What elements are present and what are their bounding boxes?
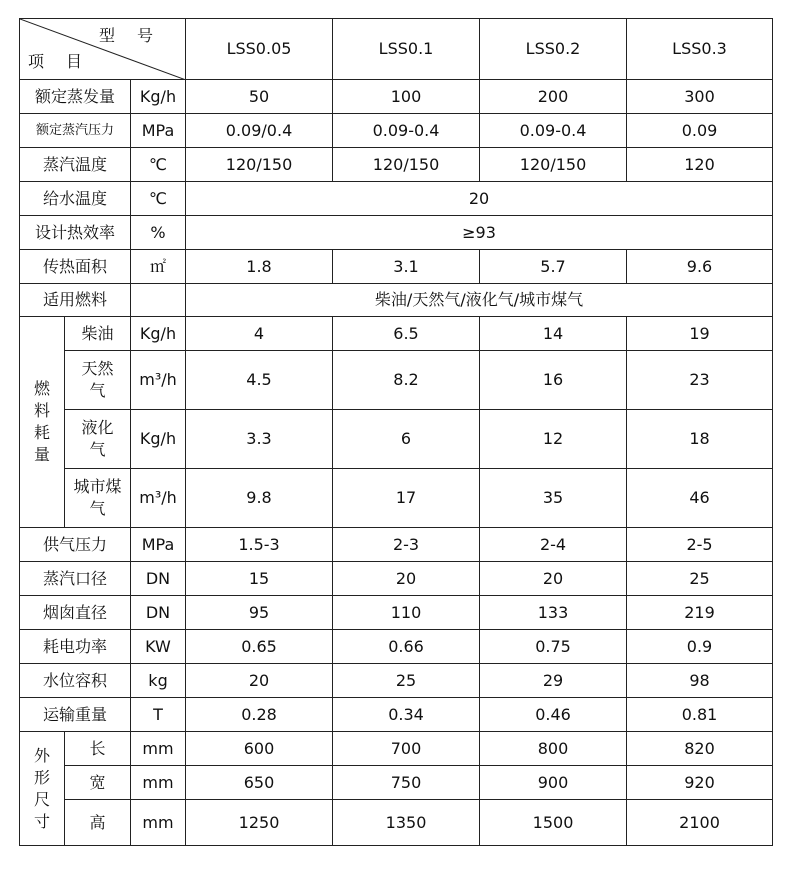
row-unit: % — [131, 216, 186, 250]
fuel-group-text: 燃料耗量 — [33, 379, 50, 464]
row-unit: mm — [131, 766, 186, 800]
row-unit: Kg/h — [131, 410, 186, 469]
row-item-label — [65, 351, 131, 410]
row-value: 1.5-3 — [186, 528, 333, 562]
row-value: 0.9 — [627, 630, 773, 664]
row-value: 35 — [480, 469, 627, 528]
row-unit: ㎡ — [131, 250, 186, 284]
row-value: 14 — [480, 317, 627, 351]
dimensions-group-text: 外形尺寸 — [33, 745, 50, 831]
row-value-merged: ≥93 — [186, 216, 773, 250]
row-value: 2-3 — [333, 528, 480, 562]
corner-model-label: 型号 — [99, 26, 176, 45]
row-item-label — [65, 410, 131, 469]
row-value: 18 — [627, 410, 773, 469]
row-value: 20 — [333, 562, 480, 596]
table-row — [20, 351, 773, 410]
row-unit: mm — [131, 800, 186, 846]
row-value: 0.28 — [186, 698, 333, 732]
row-value: 3.1 — [333, 250, 480, 284]
dimensions-group-label — [20, 732, 65, 846]
row-value: 110 — [333, 596, 480, 630]
row-value: 219 — [627, 596, 773, 630]
row-value: 120/150 — [333, 148, 480, 182]
row-unit: DN — [131, 596, 186, 630]
row-value-merged: 20 — [186, 182, 773, 216]
row-value: 2100 — [627, 800, 773, 846]
row-item-label: 宽 — [65, 766, 131, 800]
row-unit: Kg/h — [131, 317, 186, 351]
row-item-label: 给水温度 — [20, 182, 131, 216]
row-item-label: 传热面积 — [20, 250, 131, 284]
row-unit: mm — [131, 732, 186, 766]
row-value: 20 — [186, 664, 333, 698]
row-value: 15 — [186, 562, 333, 596]
table-row — [20, 80, 773, 114]
row-value: 23 — [627, 351, 773, 410]
row-unit: m³/h — [131, 469, 186, 528]
row-value: 29 — [480, 664, 627, 698]
table-row — [20, 528, 773, 562]
row-value: 46 — [627, 469, 773, 528]
fuel-group-label — [20, 317, 65, 528]
row-value: 920 — [627, 766, 773, 800]
row-value: 0.46 — [480, 698, 627, 732]
row-value: 12 — [480, 410, 627, 469]
row-unit: ℃ — [131, 182, 186, 216]
row-value: 8.2 — [333, 351, 480, 410]
row-value: 98 — [627, 664, 773, 698]
row-value: 820 — [627, 732, 773, 766]
table-row — [20, 317, 773, 351]
table-row — [20, 698, 773, 732]
row-value: 16 — [480, 351, 627, 410]
model-header: LSS0.3 — [627, 19, 773, 80]
model-header: LSS0.2 — [480, 19, 627, 80]
row-unit: KW — [131, 630, 186, 664]
row-value: 100 — [333, 80, 480, 114]
row-item-label: 蒸汽口径 — [20, 562, 131, 596]
table-row — [20, 148, 773, 182]
row-value: 0.65 — [186, 630, 333, 664]
row-value: 0.34 — [333, 698, 480, 732]
row-value: 4 — [186, 317, 333, 351]
row-value: 120/150 — [480, 148, 627, 182]
row-unit: DN — [131, 562, 186, 596]
row-value: 750 — [333, 766, 480, 800]
table-row — [20, 766, 773, 800]
row-value: 17 — [333, 469, 480, 528]
row-item-label: 耗电功率 — [20, 630, 131, 664]
row-value-merged: 柴油/天然气/液化气/城市煤气 — [186, 284, 773, 317]
row-value: 300 — [627, 80, 773, 114]
row-value: 3.3 — [186, 410, 333, 469]
row-value: 0.09-0.4 — [333, 114, 480, 148]
row-value: 1.8 — [186, 250, 333, 284]
table-row — [20, 562, 773, 596]
row-value: 0.75 — [480, 630, 627, 664]
row-item-text: 液化气 — [81, 418, 114, 459]
row-value: 6 — [333, 410, 480, 469]
row-item-label: 额定蒸发量 — [20, 80, 131, 114]
row-item-label: 柴油 — [65, 317, 131, 351]
row-value: 25 — [627, 562, 773, 596]
row-item-label: 蒸汽温度 — [20, 148, 131, 182]
row-item-label: 水位容积 — [20, 664, 131, 698]
table-row — [20, 732, 773, 766]
row-value: 25 — [333, 664, 480, 698]
row-value: 9.8 — [186, 469, 333, 528]
table-row — [20, 469, 773, 528]
row-unit — [131, 284, 186, 317]
row-value: 1350 — [333, 800, 480, 846]
row-value: 2-4 — [480, 528, 627, 562]
row-value: 900 — [480, 766, 627, 800]
row-value: 20 — [480, 562, 627, 596]
row-value: 200 — [480, 80, 627, 114]
corner-item-label: 项目 — [28, 52, 105, 71]
row-value: 2-5 — [627, 528, 773, 562]
row-unit: MPa — [131, 114, 186, 148]
row-value: 800 — [480, 732, 627, 766]
header-row — [20, 19, 773, 80]
row-item-text: 城市煤气 — [73, 477, 122, 518]
row-value: 0.81 — [627, 698, 773, 732]
row-value: 50 — [186, 80, 333, 114]
row-item-label: 烟囱直径 — [20, 596, 131, 630]
table-row — [20, 596, 773, 630]
table-row — [20, 216, 773, 250]
row-value: 6.5 — [333, 317, 480, 351]
model-header: LSS0.1 — [333, 19, 480, 80]
table-row — [20, 410, 773, 469]
row-value: 4.5 — [186, 351, 333, 410]
row-value: 5.7 — [480, 250, 627, 284]
row-unit: m³/h — [131, 351, 186, 410]
row-value: 120 — [627, 148, 773, 182]
table-row — [20, 800, 773, 846]
row-item-label: 设计热效率 — [20, 216, 131, 250]
row-item-text: 天然气 — [81, 359, 114, 400]
table-row — [20, 114, 773, 148]
table-row — [20, 250, 773, 284]
row-value: 600 — [186, 732, 333, 766]
row-item-label: 供气压力 — [20, 528, 131, 562]
row-item-label: 运输重量 — [20, 698, 131, 732]
table-row — [20, 182, 773, 216]
row-value: 9.6 — [627, 250, 773, 284]
table-row — [20, 630, 773, 664]
table-row — [20, 664, 773, 698]
row-value: 133 — [480, 596, 627, 630]
model-header: LSS0.05 — [186, 19, 333, 80]
spec-table — [19, 18, 773, 846]
row-value: 0.09-0.4 — [480, 114, 627, 148]
row-value: 1250 — [186, 800, 333, 846]
row-value: 650 — [186, 766, 333, 800]
row-value: 120/150 — [186, 148, 333, 182]
row-item-label: 高 — [65, 800, 131, 846]
row-item-label — [65, 469, 131, 528]
row-unit: kg — [131, 664, 186, 698]
row-value: 0.66 — [333, 630, 480, 664]
row-value: 19 — [627, 317, 773, 351]
row-item-label: 适用燃料 — [20, 284, 131, 317]
row-value: 1500 — [480, 800, 627, 846]
row-unit: ℃ — [131, 148, 186, 182]
row-value: 0.09 — [627, 114, 773, 148]
row-item-label: 长 — [65, 732, 131, 766]
row-value: 0.09/0.4 — [186, 114, 333, 148]
table-row — [20, 284, 773, 317]
row-unit: Kg/h — [131, 80, 186, 114]
row-item-label: 额定蒸汽压力 — [20, 114, 131, 148]
row-unit: T — [131, 698, 186, 732]
row-unit: MPa — [131, 528, 186, 562]
row-value: 95 — [186, 596, 333, 630]
header-corner-cell — [20, 19, 186, 80]
row-value: 700 — [333, 732, 480, 766]
